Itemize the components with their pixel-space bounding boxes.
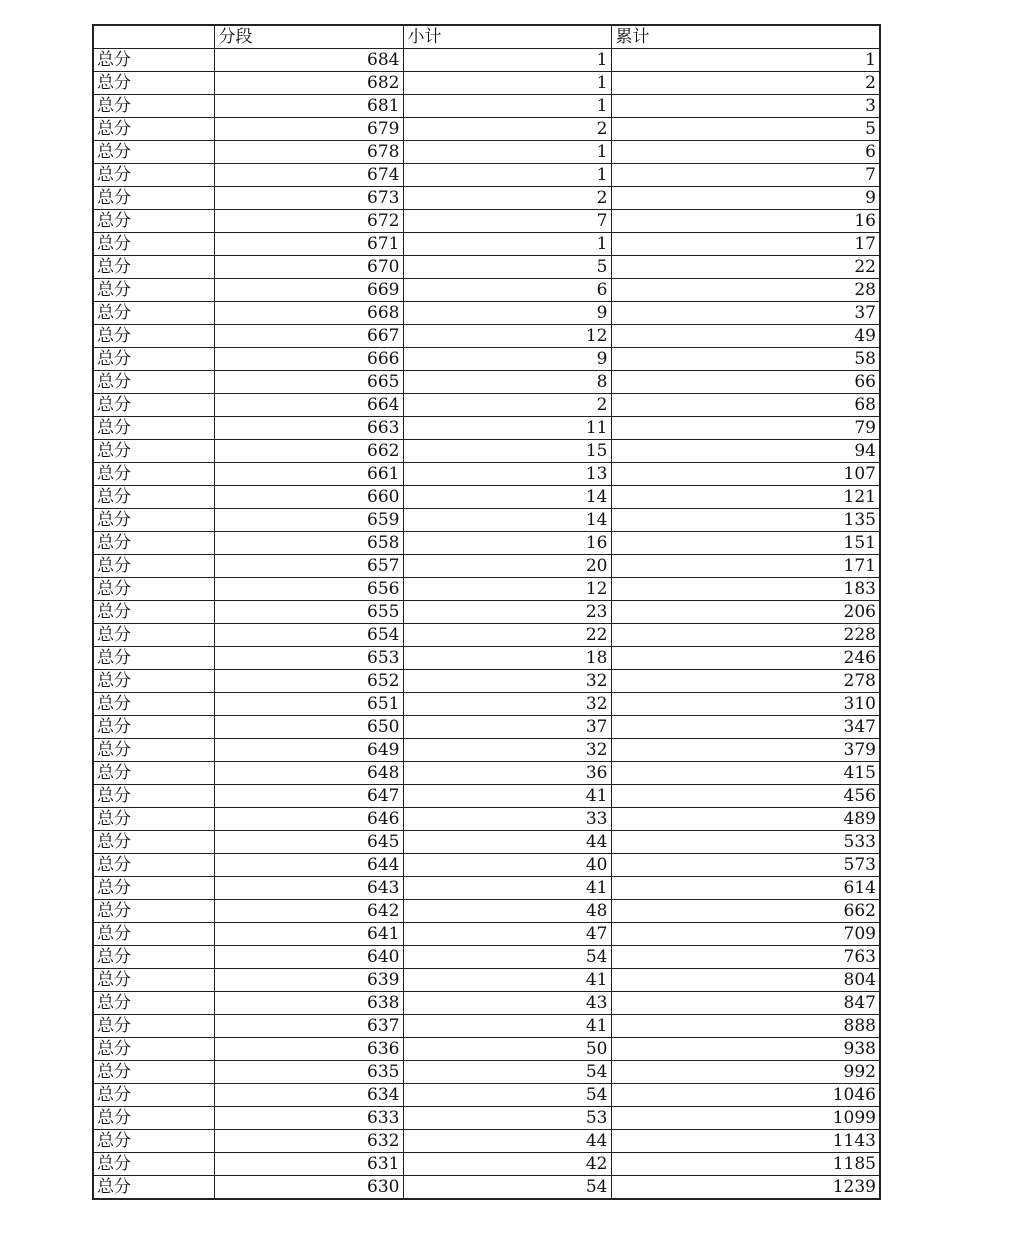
subtotal-cell: 16 (403, 532, 611, 555)
score-band-cell: 656 (214, 578, 403, 601)
subtotal-cell: 20 (403, 555, 611, 578)
score-band-cell: 651 (214, 693, 403, 716)
table-row (93, 187, 880, 210)
score-band-cell: 633 (214, 1107, 403, 1130)
table-row (93, 440, 880, 463)
cumulative-cell: 278 (611, 670, 880, 693)
row-label-cell: 总分 (93, 256, 214, 279)
row-label-cell: 总分 (93, 877, 214, 900)
cumulative-cell: 228 (611, 624, 880, 647)
table-row (93, 532, 880, 555)
score-band-cell: 660 (214, 486, 403, 509)
row-label-cell: 总分 (93, 49, 214, 72)
cumulative-cell: 246 (611, 647, 880, 670)
subtotal-cell: 53 (403, 1107, 611, 1130)
score-band-cell: 682 (214, 72, 403, 95)
subtotal-cell: 5 (403, 256, 611, 279)
cumulative-cell: 533 (611, 831, 880, 854)
cumulative-cell: 7 (611, 164, 880, 187)
cumulative-cell: 2 (611, 72, 880, 95)
subtotal-cell: 1 (403, 49, 611, 72)
score-band-cell: 679 (214, 118, 403, 141)
subtotal-cell: 54 (403, 1084, 611, 1107)
row-label-cell: 总分 (93, 624, 214, 647)
table-row (93, 463, 880, 486)
subtotal-cell: 13 (403, 463, 611, 486)
cumulative-cell: 17 (611, 233, 880, 256)
subtotal-cell: 33 (403, 808, 611, 831)
row-label-cell: 总分 (93, 118, 214, 141)
table-header-row (93, 25, 880, 49)
cumulative-cell: 183 (611, 578, 880, 601)
cumulative-cell: 94 (611, 440, 880, 463)
row-label-cell: 总分 (93, 601, 214, 624)
table-row (93, 762, 880, 785)
subtotal-cell: 1 (403, 164, 611, 187)
subtotal-cell: 2 (403, 394, 611, 417)
score-band-cell: 653 (214, 647, 403, 670)
subtotal-cell: 2 (403, 118, 611, 141)
subtotal-cell: 18 (403, 647, 611, 670)
cumulative-cell: 573 (611, 854, 880, 877)
cumulative-cell: 938 (611, 1038, 880, 1061)
subtotal-cell: 32 (403, 670, 611, 693)
row-label-cell: 总分 (93, 1015, 214, 1038)
subtotal-cell: 12 (403, 578, 611, 601)
cumulative-cell: 763 (611, 946, 880, 969)
table-row (93, 118, 880, 141)
table-row (93, 371, 880, 394)
row-label-cell: 总分 (93, 716, 214, 739)
row-label-cell: 总分 (93, 164, 214, 187)
row-label-cell: 总分 (93, 1038, 214, 1061)
score-band-cell: 671 (214, 233, 403, 256)
score-band-cell: 667 (214, 325, 403, 348)
subtotal-cell: 41 (403, 877, 611, 900)
cumulative-cell: 1185 (611, 1153, 880, 1176)
subtotal-cell: 11 (403, 417, 611, 440)
score-band-cell: 659 (214, 509, 403, 532)
header-cell-subtotal: 小计 (403, 25, 611, 49)
subtotal-cell: 41 (403, 969, 611, 992)
score-band-cell: 665 (214, 371, 403, 394)
cumulative-cell: 22 (611, 256, 880, 279)
score-band-cell: 652 (214, 670, 403, 693)
table-row (93, 95, 880, 118)
subtotal-cell: 9 (403, 302, 611, 325)
cumulative-cell: 171 (611, 555, 880, 578)
subtotal-cell: 54 (403, 1061, 611, 1084)
score-band-cell: 669 (214, 279, 403, 302)
score-band-cell: 632 (214, 1130, 403, 1153)
row-label-cell: 总分 (93, 923, 214, 946)
table-row (93, 417, 880, 440)
score-band-cell: 670 (214, 256, 403, 279)
cumulative-cell: 1239 (611, 1176, 880, 1200)
row-label-cell: 总分 (93, 946, 214, 969)
score-band-cell: 678 (214, 141, 403, 164)
score-distribution-table (92, 24, 881, 1200)
score-band-cell: 654 (214, 624, 403, 647)
table-row (93, 72, 880, 95)
row-label-cell: 总分 (93, 1061, 214, 1084)
subtotal-cell: 1 (403, 141, 611, 164)
subtotal-cell: 54 (403, 946, 611, 969)
row-label-cell: 总分 (93, 72, 214, 95)
subtotal-cell: 44 (403, 1130, 611, 1153)
score-band-cell: 644 (214, 854, 403, 877)
cumulative-cell: 66 (611, 371, 880, 394)
table-row (93, 509, 880, 532)
score-band-cell: 638 (214, 992, 403, 1015)
row-label-cell: 总分 (93, 233, 214, 256)
table-row (93, 739, 880, 762)
table-row (93, 486, 880, 509)
table-row (93, 1107, 880, 1130)
row-label-cell: 总分 (93, 371, 214, 394)
row-label-cell: 总分 (93, 555, 214, 578)
score-band-cell: 664 (214, 394, 403, 417)
row-label-cell: 总分 (93, 486, 214, 509)
subtotal-cell: 40 (403, 854, 611, 877)
score-band-cell: 657 (214, 555, 403, 578)
table-row (93, 578, 880, 601)
row-label-cell: 总分 (93, 279, 214, 302)
score-band-cell: 666 (214, 348, 403, 371)
score-band-cell: 650 (214, 716, 403, 739)
table-row (93, 394, 880, 417)
cumulative-cell: 804 (611, 969, 880, 992)
cumulative-cell: 489 (611, 808, 880, 831)
table-row (93, 1176, 880, 1200)
cumulative-cell: 28 (611, 279, 880, 302)
score-band-cell: 681 (214, 95, 403, 118)
cumulative-cell: 3 (611, 95, 880, 118)
cumulative-cell: 5 (611, 118, 880, 141)
row-label-cell: 总分 (93, 670, 214, 693)
row-label-cell: 总分 (93, 95, 214, 118)
row-label-cell: 总分 (93, 992, 214, 1015)
score-band-cell: 639 (214, 969, 403, 992)
row-label-cell: 总分 (93, 693, 214, 716)
table-row (93, 716, 880, 739)
subtotal-cell: 37 (403, 716, 611, 739)
subtotal-cell: 50 (403, 1038, 611, 1061)
score-band-cell: 635 (214, 1061, 403, 1084)
table-row (93, 785, 880, 808)
score-band-cell: 630 (214, 1176, 403, 1200)
row-label-cell: 总分 (93, 831, 214, 854)
subtotal-cell: 8 (403, 371, 611, 394)
row-label-cell: 总分 (93, 141, 214, 164)
row-label-cell: 总分 (93, 900, 214, 923)
table-row (93, 1153, 880, 1176)
cumulative-cell: 151 (611, 532, 880, 555)
table-row (93, 1038, 880, 1061)
row-label-cell: 总分 (93, 1176, 214, 1200)
subtotal-cell: 32 (403, 739, 611, 762)
subtotal-cell: 14 (403, 509, 611, 532)
subtotal-cell: 1 (403, 72, 611, 95)
table-row (93, 831, 880, 854)
cumulative-cell: 135 (611, 509, 880, 532)
row-label-cell: 总分 (93, 348, 214, 371)
table-row (93, 923, 880, 946)
table-row (93, 969, 880, 992)
cumulative-cell: 1099 (611, 1107, 880, 1130)
cumulative-cell: 310 (611, 693, 880, 716)
cumulative-cell: 9 (611, 187, 880, 210)
table-row (93, 49, 880, 72)
table-row (93, 325, 880, 348)
table-row (93, 1084, 880, 1107)
subtotal-cell: 9 (403, 348, 611, 371)
table-row (93, 1130, 880, 1153)
score-band-cell: 673 (214, 187, 403, 210)
cumulative-cell: 107 (611, 463, 880, 486)
row-label-cell: 总分 (93, 854, 214, 877)
row-label-cell: 总分 (93, 808, 214, 831)
subtotal-cell: 23 (403, 601, 611, 624)
cumulative-cell: 347 (611, 716, 880, 739)
cumulative-cell: 16 (611, 210, 880, 233)
subtotal-cell: 54 (403, 1176, 611, 1200)
row-label-cell: 总分 (93, 785, 214, 808)
score-band-cell: 668 (214, 302, 403, 325)
cumulative-cell: 847 (611, 992, 880, 1015)
score-band-cell: 649 (214, 739, 403, 762)
cumulative-cell: 415 (611, 762, 880, 785)
table-row (93, 808, 880, 831)
cumulative-cell: 888 (611, 1015, 880, 1038)
score-band-cell: 643 (214, 877, 403, 900)
cumulative-cell: 68 (611, 394, 880, 417)
row-label-cell: 总分 (93, 394, 214, 417)
row-label-cell: 总分 (93, 578, 214, 601)
row-label-cell: 总分 (93, 1130, 214, 1153)
subtotal-cell: 42 (403, 1153, 611, 1176)
subtotal-cell: 7 (403, 210, 611, 233)
table-row (93, 647, 880, 670)
subtotal-cell: 6 (403, 279, 611, 302)
table-row (93, 141, 880, 164)
table-row (93, 164, 880, 187)
subtotal-cell: 12 (403, 325, 611, 348)
score-band-cell: 641 (214, 923, 403, 946)
subtotal-cell: 41 (403, 785, 611, 808)
row-label-cell: 总分 (93, 187, 214, 210)
subtotal-cell: 22 (403, 624, 611, 647)
table-row (93, 946, 880, 969)
header-cell-score-band: 分段 (214, 25, 403, 49)
score-band-cell: 684 (214, 49, 403, 72)
table-row (93, 302, 880, 325)
row-label-cell: 总分 (93, 463, 214, 486)
table-row (93, 279, 880, 302)
row-label-cell: 总分 (93, 762, 214, 785)
table-row (93, 210, 880, 233)
header-cell-cumulative: 累计 (611, 25, 880, 49)
cumulative-cell: 614 (611, 877, 880, 900)
cumulative-cell: 992 (611, 1061, 880, 1084)
table-row (93, 693, 880, 716)
cumulative-cell: 49 (611, 325, 880, 348)
row-label-cell: 总分 (93, 325, 214, 348)
table-row (93, 601, 880, 624)
score-band-cell: 631 (214, 1153, 403, 1176)
cumulative-cell: 662 (611, 900, 880, 923)
cumulative-cell: 206 (611, 601, 880, 624)
score-band-cell: 658 (214, 532, 403, 555)
score-band-cell: 661 (214, 463, 403, 486)
cumulative-cell: 1143 (611, 1130, 880, 1153)
subtotal-cell: 32 (403, 693, 611, 716)
row-label-cell: 总分 (93, 1084, 214, 1107)
score-band-cell: 663 (214, 417, 403, 440)
cumulative-cell: 379 (611, 739, 880, 762)
table-row (93, 624, 880, 647)
table-row (93, 348, 880, 371)
cumulative-cell: 1 (611, 49, 880, 72)
table-row (93, 877, 880, 900)
score-band-cell: 647 (214, 785, 403, 808)
table-row (93, 992, 880, 1015)
cumulative-cell: 709 (611, 923, 880, 946)
subtotal-cell: 41 (403, 1015, 611, 1038)
score-band-cell: 672 (214, 210, 403, 233)
cumulative-cell: 79 (611, 417, 880, 440)
row-label-cell: 总分 (93, 1153, 214, 1176)
table-row (93, 256, 880, 279)
subtotal-cell: 15 (403, 440, 611, 463)
score-band-cell: 655 (214, 601, 403, 624)
score-band-cell: 646 (214, 808, 403, 831)
table-row (93, 1061, 880, 1084)
subtotal-cell: 14 (403, 486, 611, 509)
row-label-cell: 总分 (93, 302, 214, 325)
score-band-cell: 634 (214, 1084, 403, 1107)
subtotal-cell: 48 (403, 900, 611, 923)
table-row (93, 1015, 880, 1038)
row-label-cell: 总分 (93, 509, 214, 532)
subtotal-cell: 36 (403, 762, 611, 785)
cumulative-cell: 121 (611, 486, 880, 509)
table-row (93, 670, 880, 693)
subtotal-cell: 1 (403, 233, 611, 256)
row-label-cell: 总分 (93, 969, 214, 992)
score-band-cell: 637 (214, 1015, 403, 1038)
subtotal-cell: 43 (403, 992, 611, 1015)
subtotal-cell: 47 (403, 923, 611, 946)
table-row (93, 900, 880, 923)
score-band-cell: 640 (214, 946, 403, 969)
cumulative-cell: 58 (611, 348, 880, 371)
table-row (93, 854, 880, 877)
subtotal-cell: 44 (403, 831, 611, 854)
subtotal-cell: 2 (403, 187, 611, 210)
table-row (93, 555, 880, 578)
score-band-cell: 662 (214, 440, 403, 463)
row-label-cell: 总分 (93, 210, 214, 233)
cumulative-cell: 37 (611, 302, 880, 325)
subtotal-cell: 1 (403, 95, 611, 118)
score-band-cell: 648 (214, 762, 403, 785)
row-label-cell: 总分 (93, 1107, 214, 1130)
score-band-cell: 642 (214, 900, 403, 923)
cumulative-cell: 456 (611, 785, 880, 808)
cumulative-cell: 1046 (611, 1084, 880, 1107)
score-band-cell: 674 (214, 164, 403, 187)
row-label-cell: 总分 (93, 440, 214, 463)
row-label-cell: 总分 (93, 417, 214, 440)
row-label-cell: 总分 (93, 532, 214, 555)
header-cell-blank (93, 25, 214, 49)
row-label-cell: 总分 (93, 647, 214, 670)
cumulative-cell: 6 (611, 141, 880, 164)
score-band-cell: 645 (214, 831, 403, 854)
row-label-cell: 总分 (93, 739, 214, 762)
table-row (93, 233, 880, 256)
score-band-cell: 636 (214, 1038, 403, 1061)
